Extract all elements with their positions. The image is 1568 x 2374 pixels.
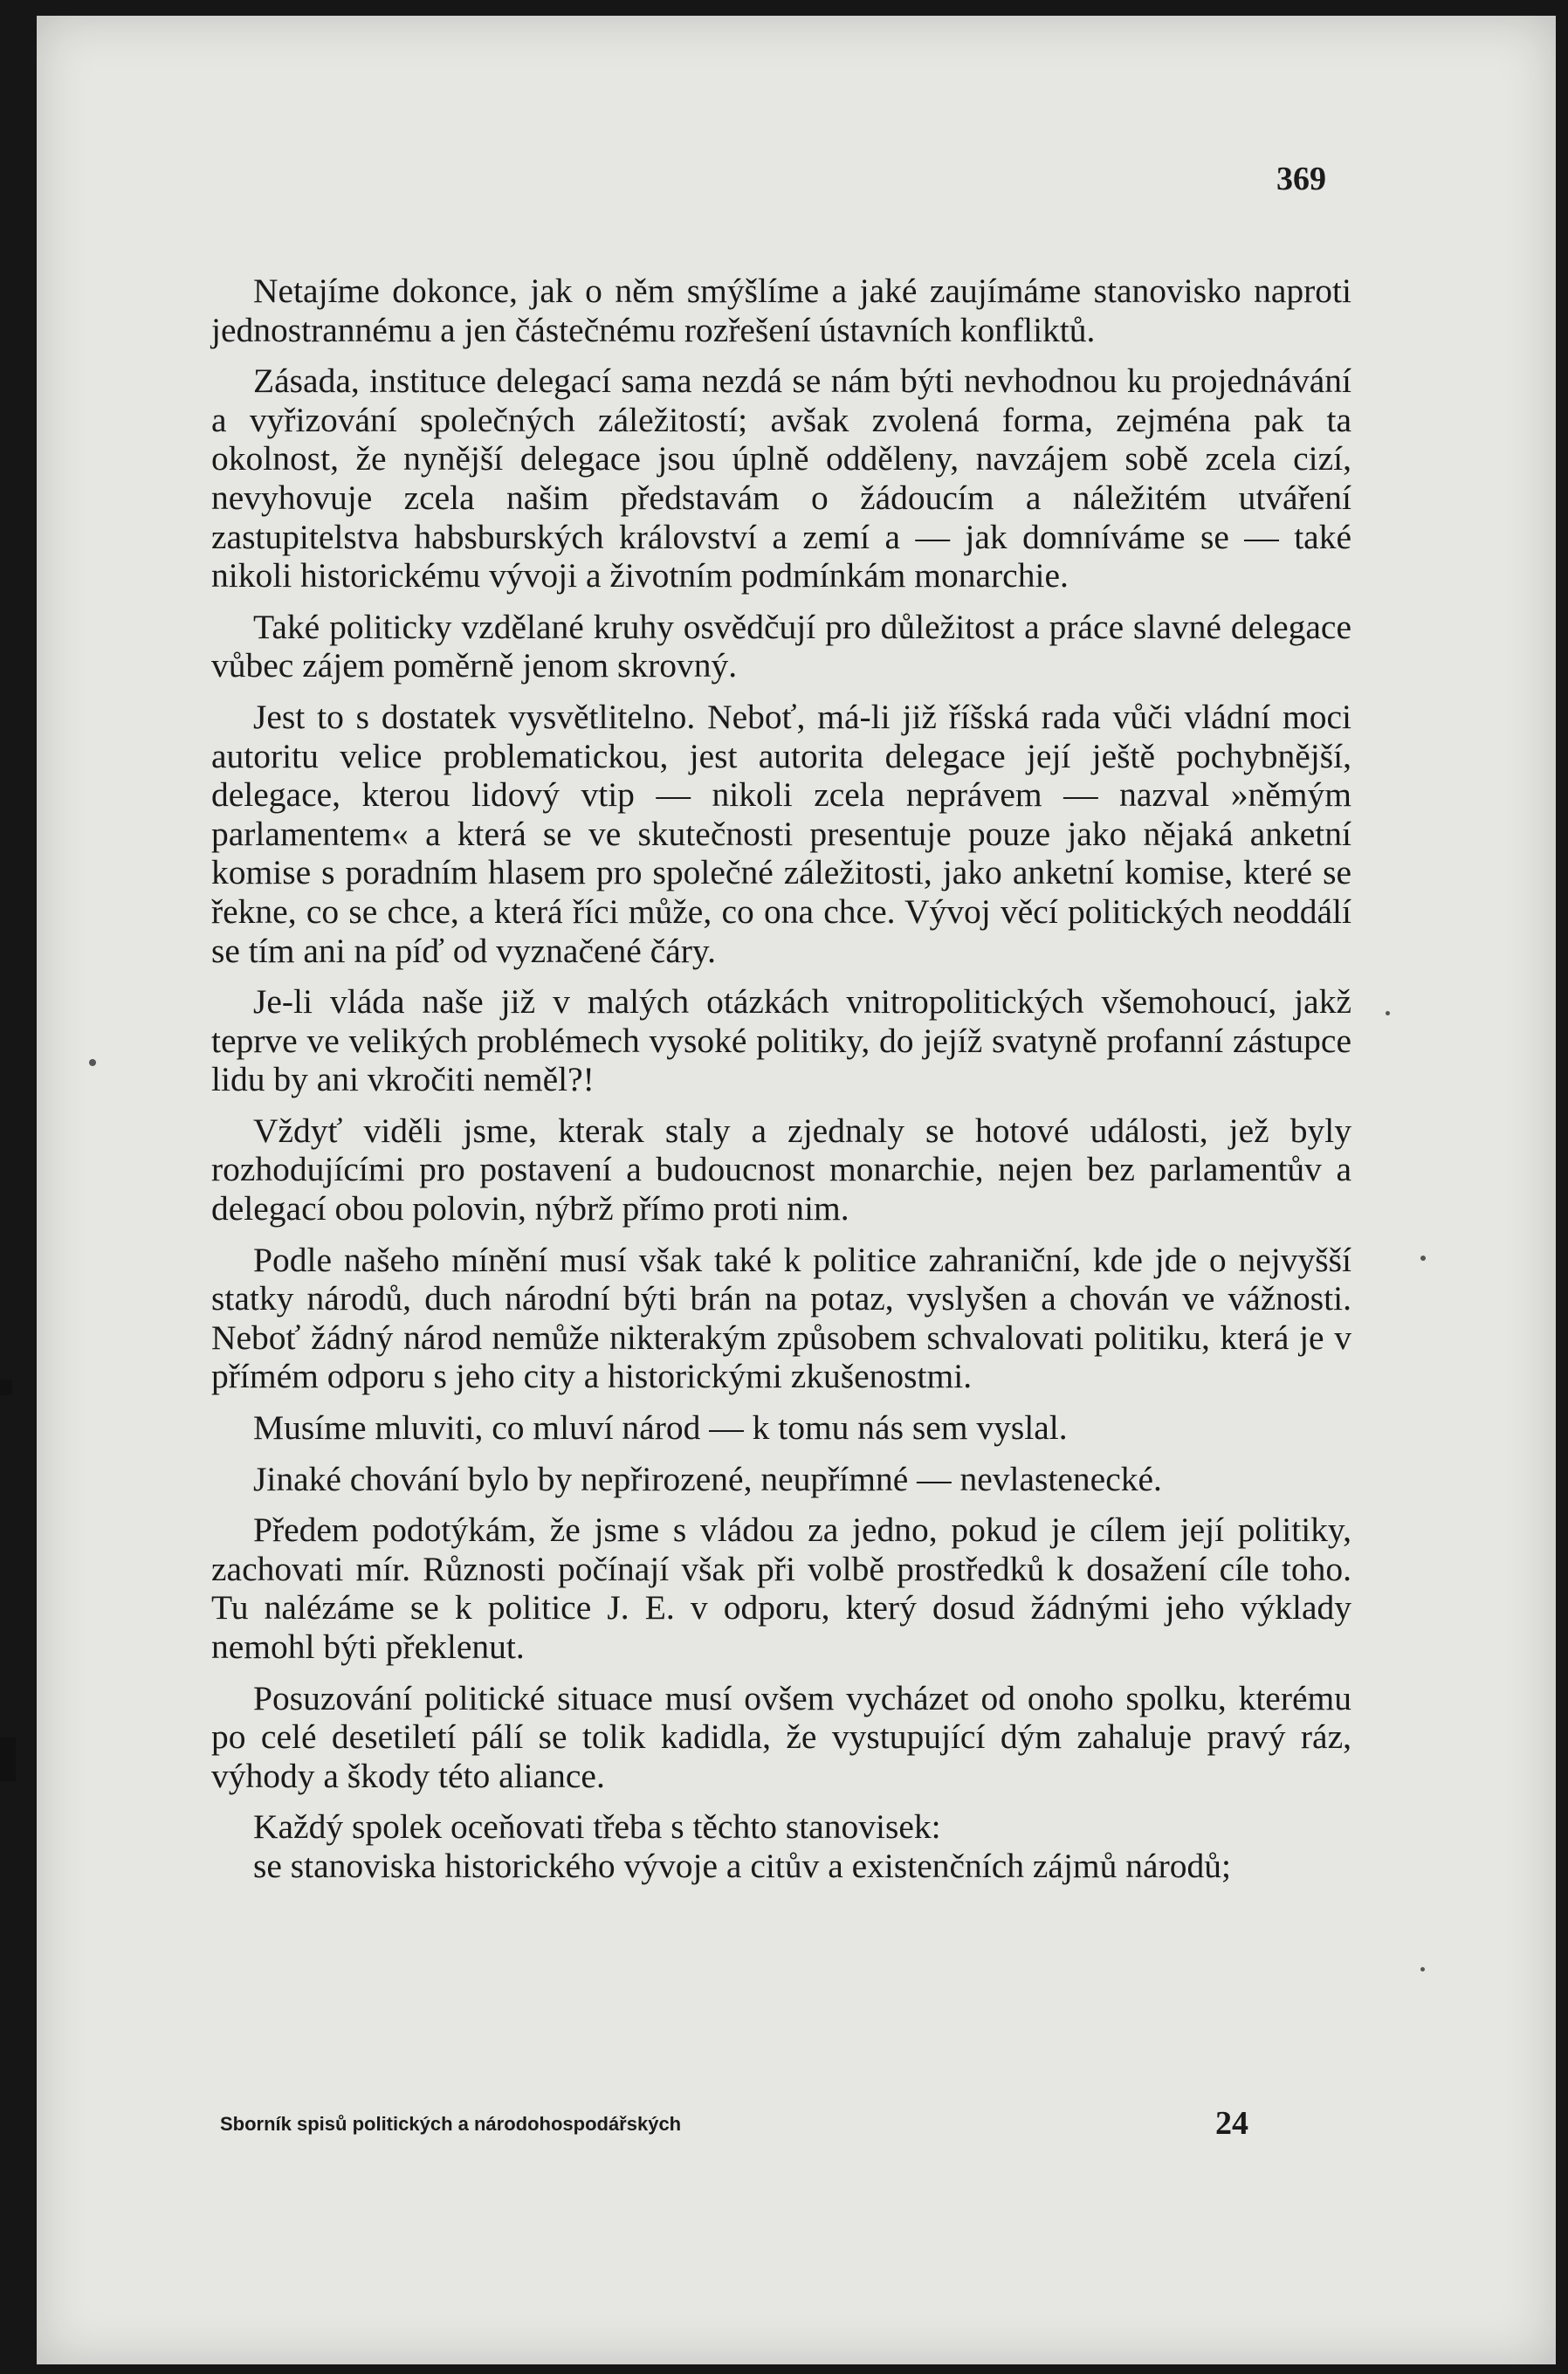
paragraph: Vždyť viděli jsme, kterak staly a zjednaly se hotové události, jež byly rozhodujícími pro postavení a budoucnost monarchie, nejen bez parlamentův a delegací obou polovin, nýbrž přímo proti nim. (211, 1111, 1351, 1228)
paragraph: Posuzování politické situace musí ovšem vycházet od onoho spolku, kterému po celé desetiletí pálí se tolik kadidla, že vystupující dým zahaluje pravý ráz, výhody a škody této aliance. (211, 1678, 1351, 1795)
dust-speck (1420, 1256, 1426, 1261)
body-text (211, 272, 1351, 1886)
paragraph: Každý spolek oceňovati třeba s těchto stanovisek: (253, 1807, 941, 1847)
binding-edge (0, 1737, 16, 1781)
paragraph: Musíme mluviti, co mluví národ — k tomu nás sem vyslal. (253, 1408, 1068, 1448)
binding-edge (0, 1380, 12, 1395)
paragraph: Je-li vláda naše již v malých otázkách vnitropolitických všemohoucí, jakž teprve ve velikých problémech vysoké politiky, do jejíž svatyně profanní zástupce lidu by ani vkročiti neměl?! (211, 982, 1351, 1099)
signature-mark: 24 (1215, 2105, 1248, 2142)
paragraph: Netajíme dokonce, jak o něm smýšlíme a jaké zaujímáme stanovisko naproti jednostrannému a jen částečnému rozřešení ústavních konfliktů. (211, 272, 1351, 349)
paragraph: Podle našeho mínění musí však také k politice zahraniční, kde jde o nejvyšší statky národů, duch národní býti brán na potaz, vyslyšen a chován ve vážnosti. Neboť žádný národ nemůže nikterakým způsobem schvalovati politiku, která je v přímém odporu s jeho city a historickými zkušenostmi. (211, 1240, 1351, 1396)
page-number: 369 (1276, 161, 1326, 197)
paragraph: Také politicky vzdělané kruhy osvědčují pro důležitost a práce slavné delegace vůbec zájem poměrně jenom skrovný. (211, 607, 1351, 685)
paragraph: Předem podotýkám, že jsme s vládou za jedno, pokud je cílem její politiky, zachovati mír. Různosti počínají však při volbě prostředků k dosažení cíle toho. Tu nalézáme se k politice J. E. v odporu, který dosud žádnými jeho výklady nemohl býti překlenut. (211, 1510, 1351, 1666)
paragraph: Zásada, instituce delegací sama nezdá se nám býti nevhodnou ku projednávání a vyřizování společných záležitostí; avšak zvolená forma, zejména pak ta okolnost, že nynější delegace jsou úplně odděleny, navzájem sobě zcela cizí, nevyhovuje zcela našim představám o žádoucím a náležitém utváření zastupitelstva habsburských království a zemí a — jak domníváme se — také nikoli historickému vývoji a životním podmínkám monarchie. (211, 361, 1351, 595)
footer-title: Sborník spisů politických a národohospodářských (220, 2113, 682, 2135)
list-item: se stanoviska historického vývoje a citův a existenčních zájmů národů; (253, 1846, 1231, 1885)
dust-speck (1386, 1011, 1390, 1015)
dust-speck (1420, 1967, 1425, 1971)
paragraph: Jest to s dostatek vysvětlitelno. Neboť, má-li již říšská rada vůči vládní moci autoritu velice problematickou, jest autorita delegace její ještě pochybnější, delegace, kterou lidový vtip — nikoli zcela neprávem — nazval »němým parlamentem« a která se ve skutečnosti presentuje pouze jako nějaká anketní komise s poradním hlasem pro společné záležitosti, jako anketní komise, které se řekne, co se chce, a která říci může, co ona chce. Vývoj věcí politických neoddálí se tím ani na píď od vyznačené čáry. (211, 697, 1351, 970)
book-page (37, 16, 1556, 2364)
paragraph: Jinaké chování bylo by nepřirozené, neupřímné — nevlastenecké. (253, 1459, 1162, 1498)
dust-speck (89, 1059, 96, 1066)
